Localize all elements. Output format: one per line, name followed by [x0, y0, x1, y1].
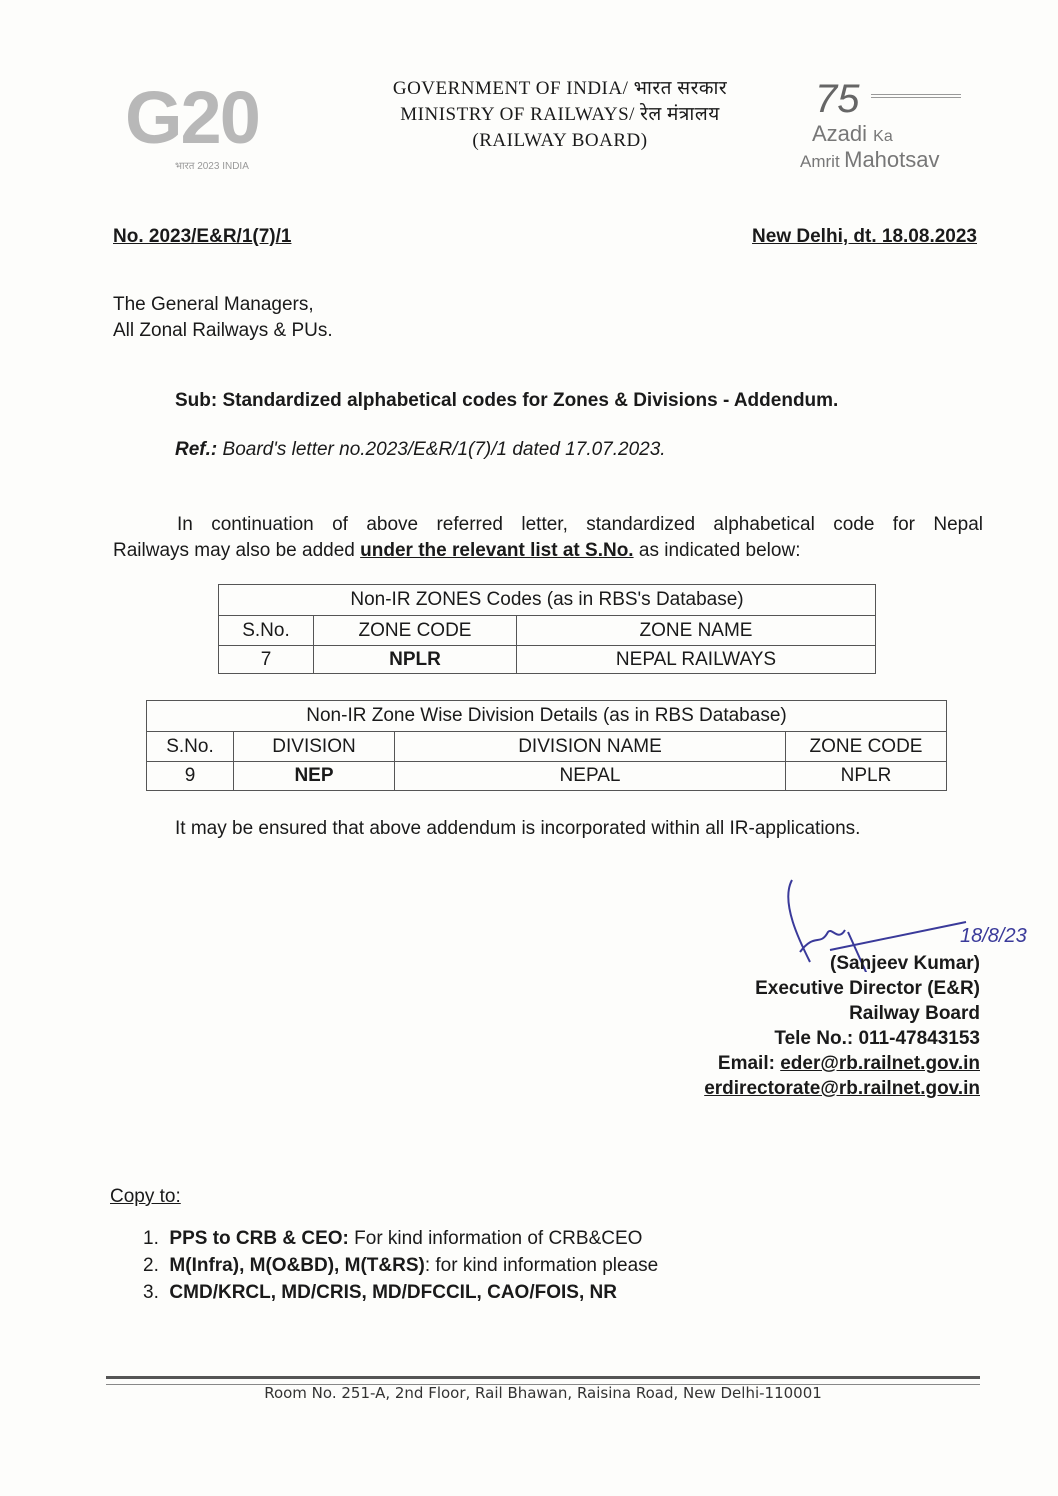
list-item: 2. M(Infra), M(O&BD), M(T&RS): for kind information please [143, 1255, 659, 1276]
signatory-designation: Executive Director (E&R) [755, 978, 980, 999]
cell: 7 [219, 646, 314, 674]
reference-label: Ref.: [175, 439, 218, 460]
zones-table [218, 584, 876, 674]
closing-paragraph: It may be ensured that above addendum is incorporated within all IR-applications. [175, 818, 861, 839]
signature-block [704, 951, 980, 1101]
letterhead-line2: MINISTRY OF RAILWAYS/ रेल मंत्रालय [400, 104, 720, 125]
cell: NPLR [314, 646, 517, 674]
letterhead [330, 76, 790, 154]
signatory-office: Railway Board [849, 1003, 980, 1024]
reference-text: Board's letter no.2023/E&R/1(7)/1 dated 17.07.2023. [222, 439, 666, 460]
copy-to-label: Copy to: [110, 1186, 181, 1207]
body-line: In continuation of above referred letter, standardized alphabetical code for Nepal [177, 514, 983, 535]
cell: 9 [147, 762, 234, 791]
email-link[interactable]: eder@rb.railnet.gov.in [780, 1053, 980, 1074]
column-header: ZONE CODE [314, 616, 517, 646]
list-item: 1. PPS to CRB & CEO: For kind information of CRB&CEO [143, 1228, 643, 1249]
letter-date: New Delhi, dt. 18.08.2023 [752, 226, 977, 247]
cell: NEP [234, 762, 395, 791]
body-paragraph: In continuation of above referred letter, standardized alphabetical code for Nepal Railways may also be added under the relevant list at S.No. as indicated below: [113, 514, 983, 561]
copy-to-list [143, 1227, 658, 1308]
email-link[interactable]: erdirectorate@rb.railnet.gov.in [704, 1078, 980, 1099]
footer-address: Room No. 251-A, 2nd Floor, Rail Bhawan, Raisina Road, New Delhi-110001 [264, 1384, 822, 1402]
email-label: Email: [717, 1053, 781, 1074]
list-item: 3. CMD/KRCL, MD/CRIS, MD/DFCCIL, CAO/FOIS, NR [143, 1282, 617, 1303]
table-title: Non-IR Zone Wise Division Details (as in RBS Database) [147, 701, 947, 732]
column-header: S.No. [219, 616, 314, 646]
column-header: ZONE CODE [786, 732, 947, 762]
addressee [113, 292, 333, 344]
column-header: DIVISION NAME [395, 732, 786, 762]
table-row [147, 762, 947, 791]
cell: NEPAL RAILWAYS [517, 646, 876, 674]
divisions-table [146, 700, 947, 791]
g20-logo-sub: भारत 2023 INDIA [175, 161, 249, 172]
letter-number: No. 2023/E&R/1(7)/1 [113, 226, 292, 247]
telephone: Tele No.: 011-47843153 [774, 1028, 980, 1049]
azadi-ka-amrit-mahotsav-logo: 75 Azadi Ka Amrit Mahotsav [800, 75, 1000, 185]
column-header: DIVISION [234, 732, 395, 762]
table-row [219, 646, 876, 674]
reference [175, 439, 666, 461]
subject: Sub: Standardized alphabetical codes for Zones & Divisions - Addendum. [175, 390, 839, 411]
cell: NPLR [786, 762, 947, 791]
cell: NEPAL [395, 762, 786, 791]
signatory-name: (Sanjeev Kumar) [830, 953, 980, 974]
column-header: S.No. [147, 732, 234, 762]
letterhead-line1: GOVERNMENT OF INDIA/ भारत सरकार [392, 78, 728, 99]
svg-text:18/8/23: 18/8/23 [960, 925, 1027, 947]
addressee-line: The General Managers, [113, 294, 314, 315]
table-title: Non-IR ZONES Codes (as in RBS's Database) [219, 585, 876, 616]
letterhead-line3: (RAILWAY BOARD) [472, 130, 648, 151]
g20-logo-text: G20 [125, 76, 259, 159]
column-header: ZONE NAME [517, 616, 876, 646]
g20-logo [125, 78, 325, 178]
addressee-line: All Zonal Railways & PUs. [113, 320, 333, 341]
